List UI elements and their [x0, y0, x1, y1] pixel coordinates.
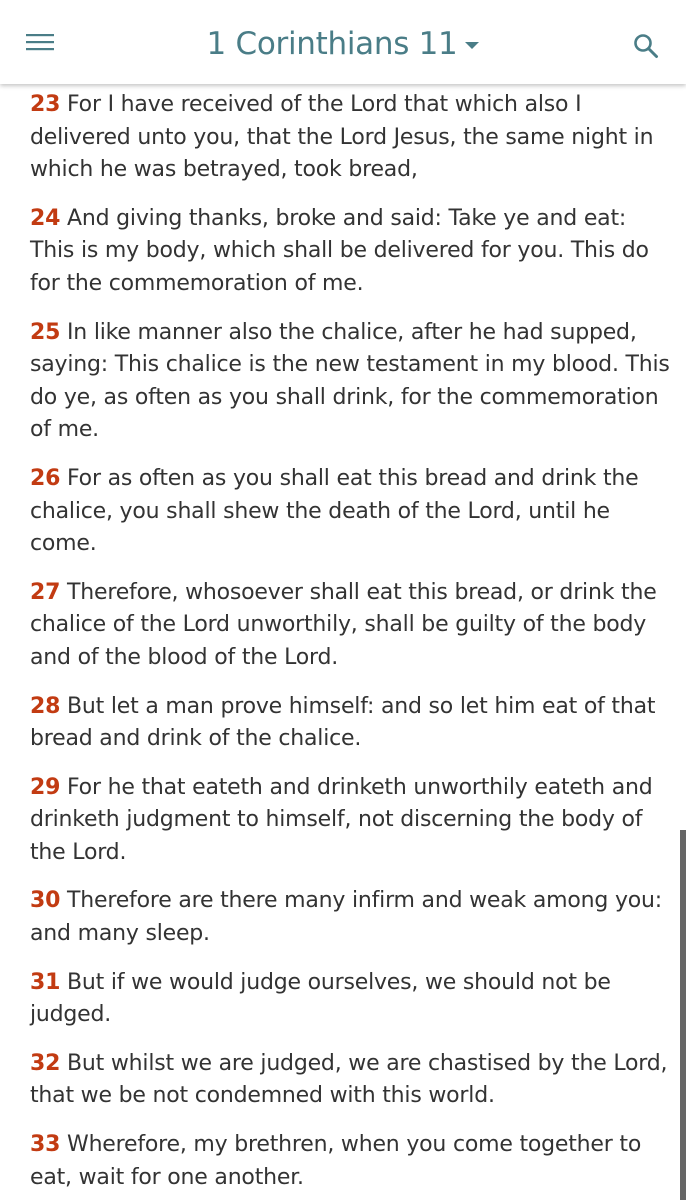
verse-text: But whilst we are judged, we are chastised by the Lord, that we be not condemned with this world.	[30, 1050, 668, 1109]
verse-25[interactable]	[30, 317, 672, 447]
verse-30[interactable]	[30, 885, 672, 950]
verse-text: But if we would judge ourselves, we should not be judged.	[30, 969, 611, 1028]
caret-down-icon	[465, 42, 479, 49]
search-icon	[633, 33, 659, 59]
verse-number: 24	[30, 205, 61, 231]
verse-31[interactable]	[30, 967, 672, 1032]
chapter-content[interactable]	[0, 84, 686, 1200]
verse-number: 26	[30, 465, 61, 491]
verse-number: 31	[30, 969, 61, 995]
scrollbar[interactable]	[680, 830, 686, 1200]
verse-number: 32	[30, 1050, 61, 1076]
verse-number: 23	[30, 92, 61, 117]
verse-text: But let a man prove himself: and so let him eat of that bread and drink of the chalice.	[30, 693, 656, 752]
verse-list	[0, 84, 686, 1194]
verse-number: 33	[30, 1132, 61, 1158]
verse-text: Therefore, whosoever shall eat this bread, or drink the chalice of the Lord unworthily, shall be guilty of the body and of the blood of the Lord.	[30, 579, 657, 670]
verse-33[interactable]	[30, 1129, 672, 1194]
menu-button[interactable]	[22, 24, 58, 60]
search-button[interactable]	[628, 28, 664, 64]
verse-24[interactable]	[30, 203, 672, 301]
verse-text: Therefore are there many infirm and weak among you: and many sleep.	[30, 888, 662, 947]
hamburger-menu-icon	[26, 31, 54, 53]
verse-32[interactable]	[30, 1048, 672, 1113]
verse-29[interactable]	[30, 772, 672, 870]
verse-26[interactable]	[30, 463, 672, 561]
verse-number: 27	[30, 579, 61, 605]
verse-text: Wherefore, my brethren, when you come together to eat, wait for one another.	[30, 1132, 642, 1190]
verse-number: 28	[30, 693, 61, 719]
chapter-title: 1 Corinthians 11	[206, 26, 458, 62]
verse-text: For he that eateth and drinketh unworthily eateth and drinketh judgment to himself, not discerning the body of the Lord.	[30, 774, 653, 865]
app-bar	[0, 0, 686, 84]
verse-number: 25	[30, 319, 61, 345]
verse-text: In like manner also the chalice, after he had supped, saying: This chalice is the new testament in my blood. This do ye, as often as you shall drink, for the commemoration of me.	[30, 319, 670, 443]
verse-text: For I have received of the Lord that which also I delivered unto you, that the Lord Jesus, the same night in which he was betrayed, took bread,	[30, 92, 654, 183]
verse-28[interactable]	[30, 691, 672, 756]
chapter-selector[interactable]	[183, 22, 503, 66]
verse-23[interactable]	[30, 89, 672, 187]
verse-text: For as often as you shall eat this bread and drink the chalice, you shall shew the death of the Lord, until he come.	[30, 465, 639, 557]
verse-27[interactable]	[30, 577, 672, 675]
verse-text: And giving thanks, broke and said: Take ye and eat: This is my body, which shall be delivered for you. This do for the commemoration of me.	[30, 205, 649, 296]
verse-number: 29	[30, 774, 61, 800]
verse-number: 30	[30, 888, 61, 914]
